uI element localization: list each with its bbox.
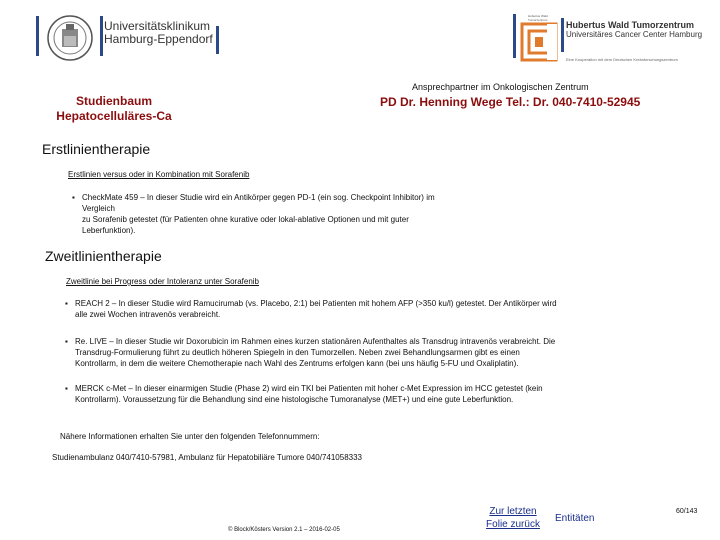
uke-seal-icon: [44, 14, 96, 62]
hw-small-caption: Hubertus Wald Tumorzentrum: [528, 14, 548, 22]
bullet-line: Vergleich: [82, 204, 115, 213]
back-link-line1[interactable]: Zur letzten: [489, 506, 537, 517]
back-link[interactable]: [482, 505, 544, 531]
contact-person: PD Dr. Henning Wege Tel.: Dr. 040-7410-52945: [380, 95, 641, 109]
hw-title: Hubertus Wald Tumorzentrum: [566, 20, 694, 30]
hw-logo-text: [566, 20, 716, 40]
bullet-line: MERCK c-Met – In dieser einarmigen Studie (Phase 2) wird ein TKI bei Patienten mit hoher c-Met Expression im HCC getestet (kein: [75, 384, 543, 393]
section-subheading-second-line: Zweitlinie bei Progress oder Intoleranz unter Sorafenib: [66, 277, 259, 286]
hw-subtitle: Universitäres Cancer Center Hamburg: [566, 30, 703, 39]
bullet-line: Kontrollarm). Voraussetzung für die Behandlung sind eine histologische Tumoranalyse (MET+) und eine gute Leberfunktion.: [75, 395, 514, 404]
hw-logo-bar-left: [513, 14, 516, 58]
copyright: © Block/Kösters Version 2.1 – 2016-02-05: [228, 527, 340, 533]
page-number: 60/143: [676, 508, 698, 515]
hw-logo-icon: [520, 22, 558, 62]
section-subheading-first-line: Erstlinien versus oder in Kombination mit Sorafenib: [68, 170, 250, 179]
bullet-line: Kontrollarm, in dem die weitere Chemotherapie nach Wahl des Zentrums erfolgen kann (bei uns häufig 5-FU und Oxaliplatin).: [75, 359, 519, 368]
bullet-reach2: [65, 298, 695, 320]
bullet-line: zu Sorafenib getestet (für Patienten ohne kurative oder lokal-ablative Optionen und mit guter: [82, 215, 409, 224]
uke-name: [104, 20, 220, 46]
bullet-relive: [65, 336, 695, 369]
studienbaum-line1: Studienbaum: [75, 94, 152, 108]
bullet-marker: ▪: [65, 299, 68, 308]
bullet-marker: ▪: [65, 384, 68, 393]
uke-name-line2: Hamburg-Eppendorf: [104, 32, 213, 46]
hw-logo-bar-right: [561, 18, 564, 52]
uke-logo: [30, 12, 220, 64]
bullet-line: alle zwei Wochen intravenös verabreicht.: [75, 310, 221, 319]
bullet-line: Transdrug-Formulierung führt zu deutlich höheren Spiegeln in den Tumorzellen. Neben zwei Behandlungsarmen gibt es einen: [75, 348, 520, 357]
bullet-marker: ▪: [72, 193, 75, 202]
back-link-line2[interactable]: Folie zurück: [486, 519, 540, 530]
uke-name-line1: Universitätsklinikum: [104, 19, 211, 33]
bullet-line: CheckMate 459 – In dieser Studie wird ein Antikörper gegen PD-1 (ein sog. Checkpoint Inhibitor) im: [82, 193, 435, 202]
bullet-marker: ▪: [65, 337, 68, 346]
bullet-line: REACH 2 – In dieser Studie wird Ramucirumab (vs. Placebo, 2:1) bei Patienten mit hohem AFP (>350 ku/l) getestet. Der Antikörper wird: [75, 299, 557, 308]
entities-link[interactable]: Entitäten: [555, 513, 595, 524]
hw-tagline: Eine Kooperation mit dem Deutschen Krebsforschungszentrum: [566, 57, 678, 62]
studienbaum-line2: Hepatocelluläres-Ca: [56, 109, 172, 123]
info-line-1: Nähere Informationen erhalten Sie unter den folgenden Telefonnummern:: [60, 432, 320, 441]
section-heading-second-line: Zweitlinientherapie: [45, 248, 162, 264]
section-heading-first-line: Erstlinientherapie: [42, 141, 151, 157]
studienbaum-title: [54, 94, 174, 124]
bullet-line: Leberfunktion).: [82, 226, 136, 235]
bullet-checkmate: [72, 192, 562, 236]
bullet-merck: [65, 383, 695, 405]
bullet-line: Re. LIVE – In dieser Studie wir Doxorubicin im Rahmen eines kurzen stationären Aufenthaltes als Transdrug intravenös verabreicht. Die: [75, 337, 556, 346]
contact-label: Ansprechpartner im Onkologischen Zentrum: [412, 82, 589, 92]
info-line-2: Studienambulanz 040/7410-57981, Ambulanz für Hepatobiliäre Tumore 040/741058333: [52, 453, 362, 462]
